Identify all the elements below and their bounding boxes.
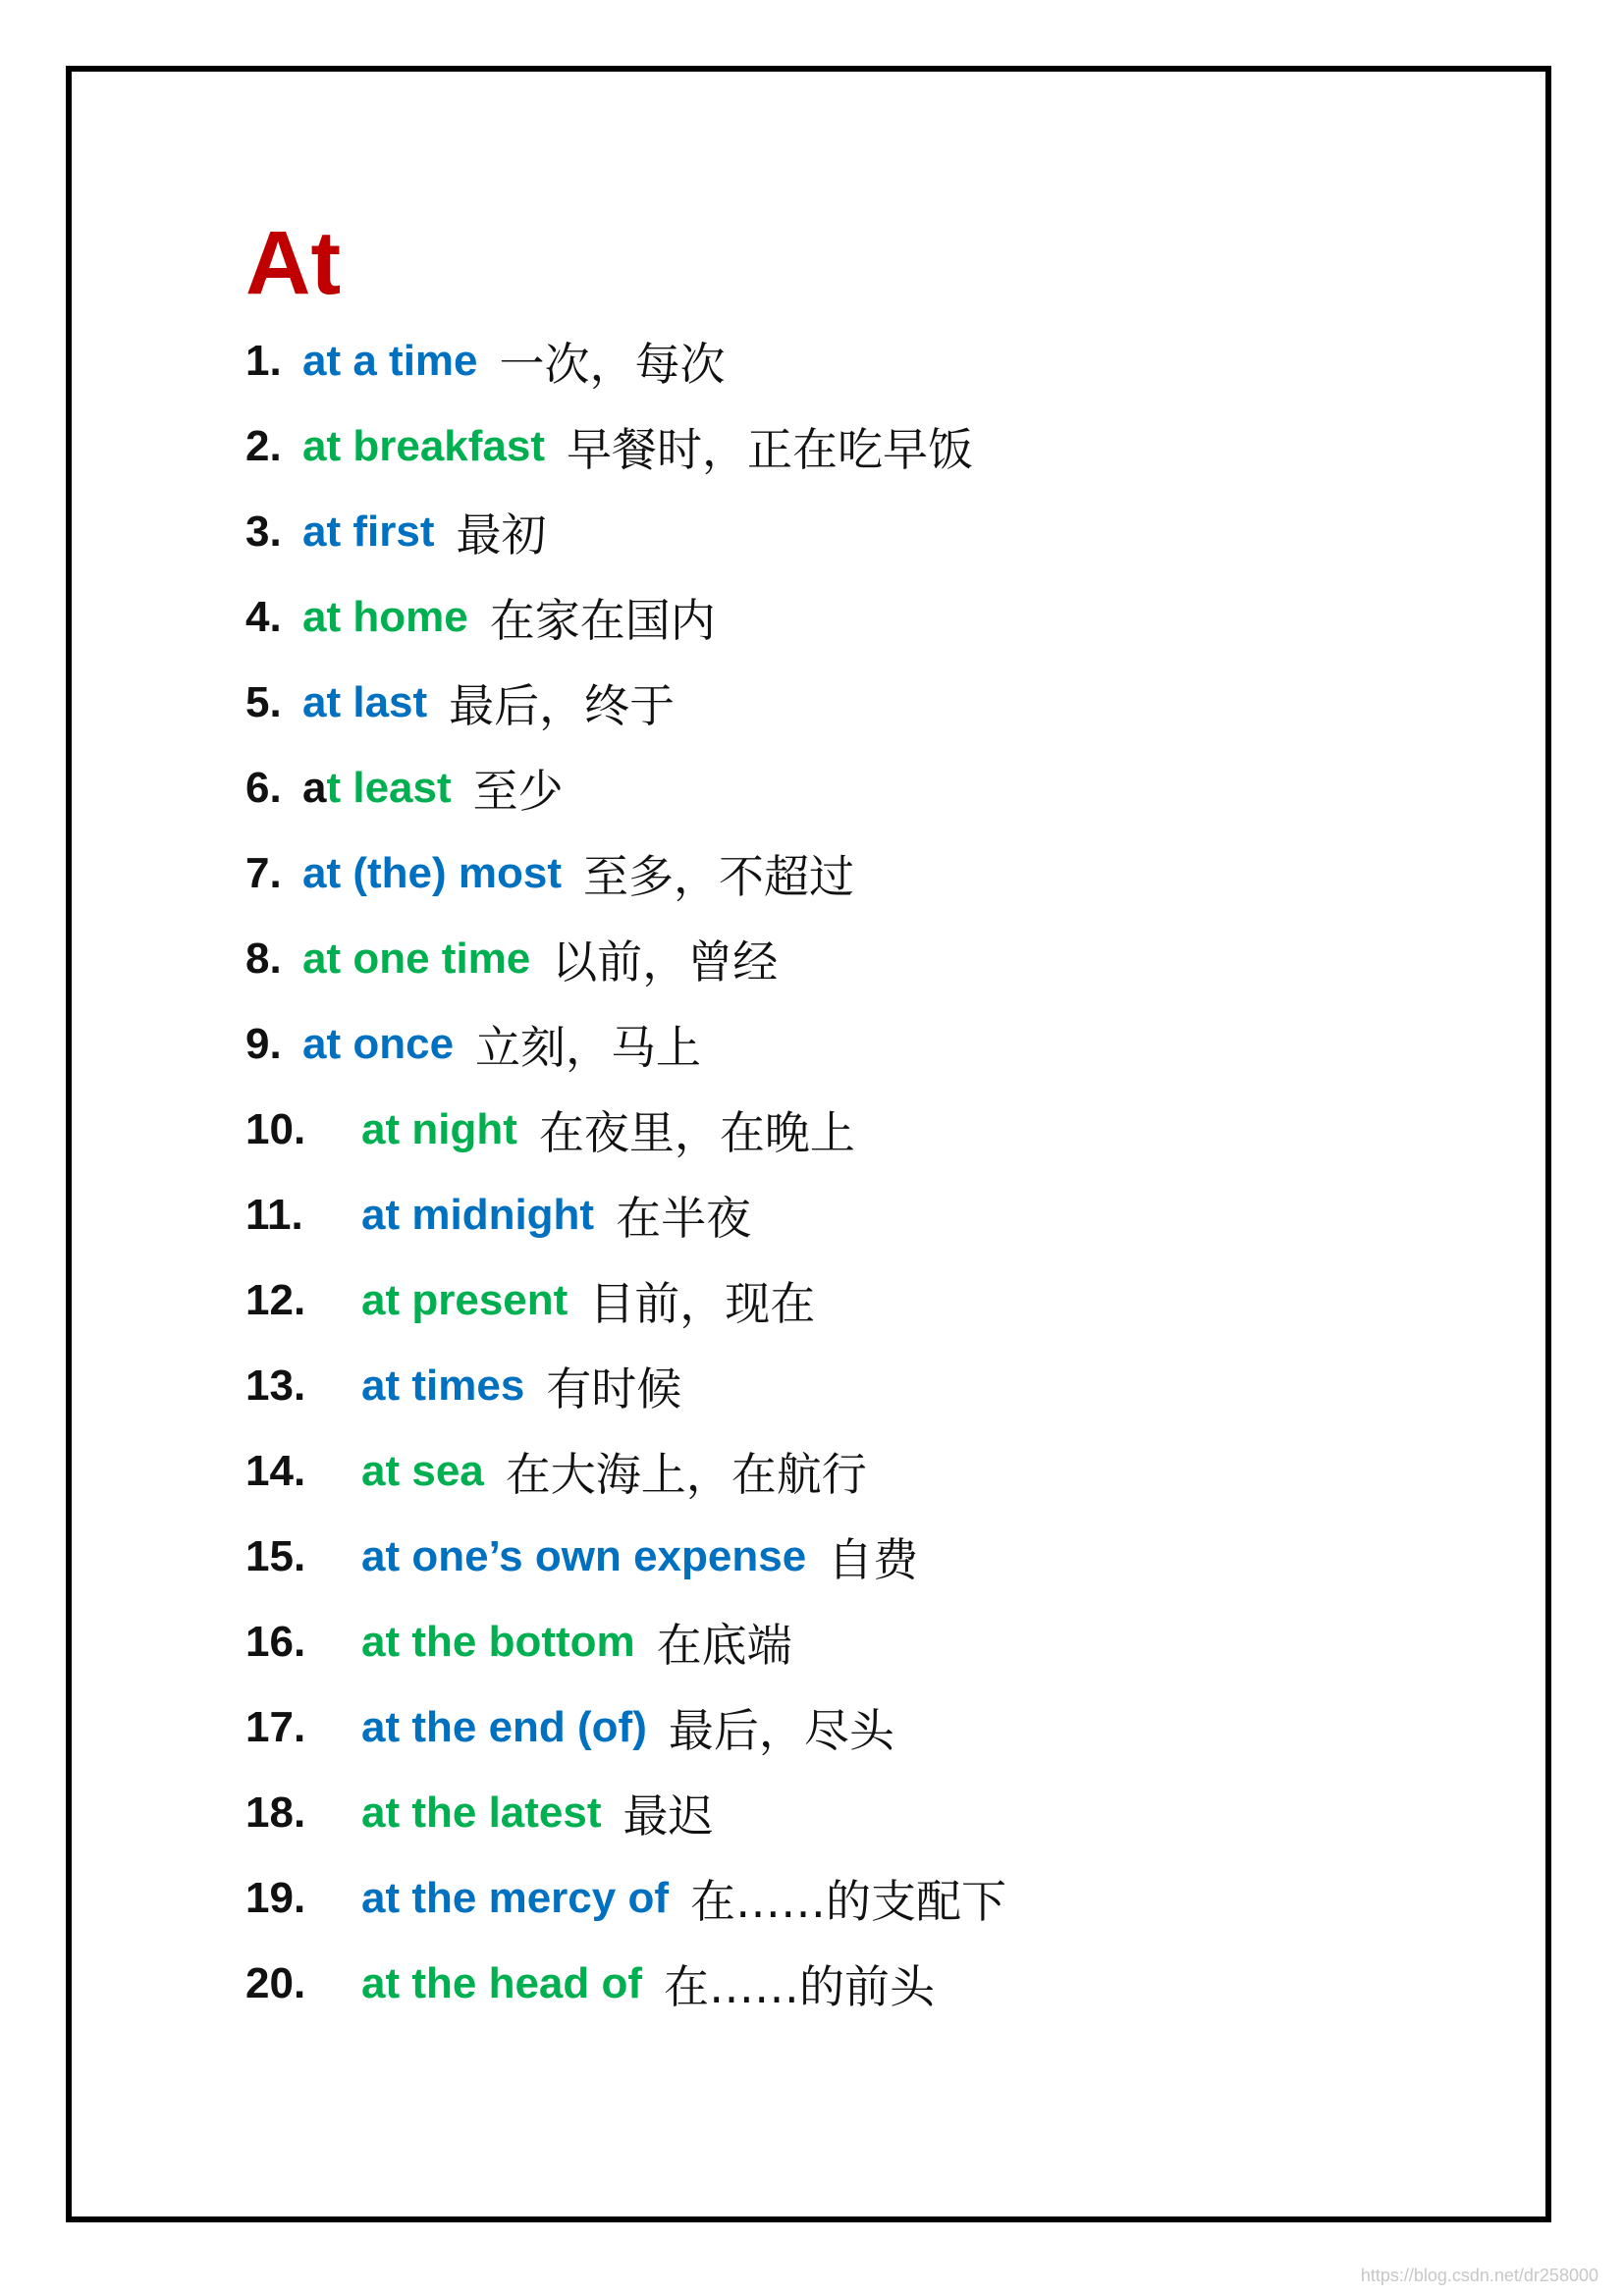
english-phrase xyxy=(302,1020,454,1069)
chinese-meaning: 自费 xyxy=(828,1532,919,1586)
english-phrase xyxy=(361,1874,669,1923)
english-phrase xyxy=(302,593,468,642)
phrase-list xyxy=(245,318,1006,2026)
item-number: 20. xyxy=(245,1958,306,2007)
list-item xyxy=(245,830,1006,916)
chinese-meaning: 最后，终于 xyxy=(449,678,676,732)
item-number: 19. xyxy=(245,1873,306,1922)
chinese-meaning: 最后，尽头 xyxy=(668,1703,894,1757)
phrase-segment: at midnight xyxy=(361,1190,595,1239)
english-phrase xyxy=(302,422,545,471)
chinese-meaning: 最迟 xyxy=(623,1789,714,1842)
chinese-meaning: 有时候 xyxy=(546,1362,682,1415)
list-item xyxy=(245,1172,1006,1257)
item-number: 1. xyxy=(245,336,282,385)
english-phrase xyxy=(361,1447,484,1496)
phrase-segment: at night xyxy=(361,1104,517,1153)
phrase-segment: at present xyxy=(361,1275,568,1324)
phrase-segment: t least xyxy=(326,763,452,812)
chinese-meaning: 在家在国内 xyxy=(489,593,716,647)
phrase-segment: at the mercy of xyxy=(361,1873,669,1922)
list-item xyxy=(245,916,1006,1001)
chinese-meaning: 以前，曾经 xyxy=(552,934,779,988)
chinese-meaning: 在夜里，在晚上 xyxy=(538,1105,855,1159)
english-phrase xyxy=(302,764,452,813)
item-number: 11. xyxy=(245,1190,303,1239)
item-number: 14. xyxy=(245,1446,306,1495)
chinese-meaning: 在……的支配下 xyxy=(689,1874,1006,1928)
chinese-meaning: 目前，现在 xyxy=(589,1276,816,1330)
list-item xyxy=(245,745,1006,830)
item-number: 15. xyxy=(245,1531,306,1580)
item-number: 17. xyxy=(245,1702,306,1751)
list-item xyxy=(245,318,1006,403)
list-item xyxy=(245,1257,1006,1343)
phrase-segment: at the head of xyxy=(361,1958,643,2007)
english-phrase xyxy=(361,1789,602,1838)
item-number: 3. xyxy=(245,507,282,556)
list-item xyxy=(245,1941,1006,2026)
item-number: 10. xyxy=(245,1104,306,1153)
chinese-meaning: 立刻，马上 xyxy=(475,1020,702,1074)
phrase-segment: at times xyxy=(361,1361,525,1410)
item-number: 18. xyxy=(245,1788,306,1837)
phrase-segment: at (the) most xyxy=(302,848,562,897)
english-phrase xyxy=(302,678,427,727)
chinese-meaning: 至少 xyxy=(472,764,564,818)
list-item xyxy=(245,1855,1006,1941)
item-number: 2. xyxy=(245,421,282,470)
english-phrase xyxy=(361,1191,594,1240)
item-number: 9. xyxy=(245,1019,282,1068)
english-phrase xyxy=(361,1532,806,1581)
phrase-segment: a xyxy=(302,763,327,812)
item-number: 7. xyxy=(245,848,282,897)
phrase-segment: at breakfast xyxy=(302,421,546,470)
chinese-meaning: 在……的前头 xyxy=(664,1959,936,2013)
item-number: 6. xyxy=(245,763,282,812)
english-phrase xyxy=(302,849,562,898)
english-phrase xyxy=(361,1703,647,1752)
list-item xyxy=(245,1514,1006,1599)
chinese-meaning: 至多，不超过 xyxy=(583,849,854,903)
phrase-segment: at sea xyxy=(361,1446,484,1495)
phrase-segment: at home xyxy=(302,592,468,641)
chinese-meaning: 一次，每次 xyxy=(499,337,726,391)
item-number: 12. xyxy=(245,1275,306,1324)
english-phrase xyxy=(302,507,434,557)
english-phrase xyxy=(302,337,478,386)
list-item xyxy=(245,1428,1006,1514)
chinese-meaning: 早餐时，正在吃早饭 xyxy=(567,422,974,476)
list-item xyxy=(245,574,1006,660)
english-phrase xyxy=(361,1105,517,1154)
chinese-meaning: 在底端 xyxy=(656,1618,792,1672)
list-item xyxy=(245,1770,1006,1855)
chinese-meaning: 最初 xyxy=(456,507,547,561)
list-item xyxy=(245,489,1006,574)
chinese-meaning: 在半夜 xyxy=(616,1191,752,1245)
phrase-segment: at a time xyxy=(302,336,478,385)
item-number: 16. xyxy=(245,1617,306,1666)
chinese-meaning: 在大海上，在航行 xyxy=(505,1447,867,1501)
list-item xyxy=(245,403,1006,489)
phrase-segment: at the latest xyxy=(361,1788,602,1837)
list-item xyxy=(245,1599,1006,1684)
english-phrase xyxy=(302,934,530,984)
item-number: 8. xyxy=(245,934,282,983)
phrase-segment: at the end (of) xyxy=(361,1702,647,1751)
list-item xyxy=(245,1087,1006,1172)
phrase-segment: at the bottom xyxy=(361,1617,635,1666)
phrase-segment: at one time xyxy=(302,934,531,983)
watermark: https://blog.csdn.net/dr258000 xyxy=(1360,2266,1598,2285)
item-number: 13. xyxy=(245,1361,306,1410)
phrase-segment: at once xyxy=(302,1019,455,1068)
item-number: 4. xyxy=(245,592,282,641)
english-phrase xyxy=(361,1362,524,1411)
english-phrase xyxy=(361,1618,635,1667)
item-number: 5. xyxy=(245,677,282,726)
list-item xyxy=(245,1684,1006,1770)
list-item xyxy=(245,660,1006,745)
english-phrase xyxy=(361,1276,568,1325)
phrase-segment: at one’s own expense xyxy=(361,1531,807,1580)
page-title: At xyxy=(245,213,342,313)
phrase-segment: at first xyxy=(302,507,435,556)
list-item xyxy=(245,1001,1006,1087)
phrase-segment: at last xyxy=(302,677,428,726)
english-phrase xyxy=(361,1959,642,2008)
list-item xyxy=(245,1343,1006,1428)
